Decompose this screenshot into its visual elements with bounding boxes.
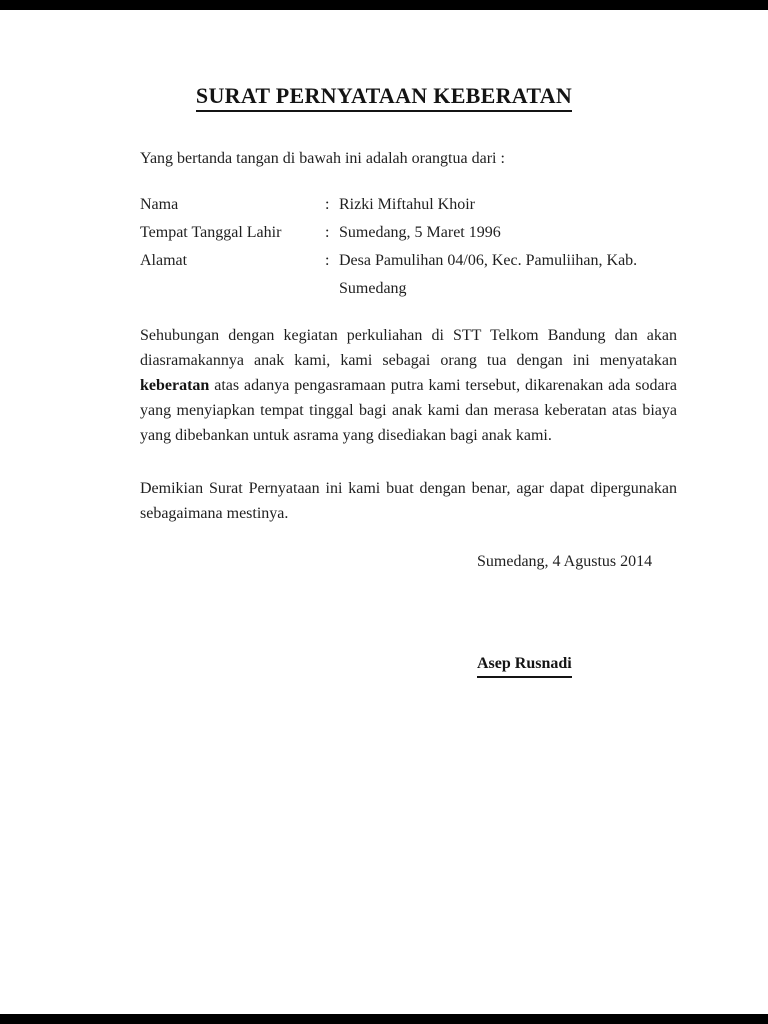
field-row-alamat [140, 247, 677, 303]
field-label: Tempat Tanggal Lahir [140, 224, 282, 241]
document-title: SURAT PERNYATAAN KEBERATAN [196, 83, 572, 112]
field-label: Alamat [140, 252, 188, 269]
body-paragraph-closing [140, 476, 677, 526]
field-row-tempat-tanggal-lahir [140, 219, 677, 247]
paragraph-line: yang menyiapkan tempat tinggal bagi anak kami dan merasa keberatan atas biaya [140, 402, 677, 419]
paragraph-line: Sehubungan dengan kegiatan perkuliahan di STT Telkom Bandung dan akan [140, 327, 677, 344]
paragraph-line: sebagaimana mestinya. [140, 505, 289, 522]
signature-name: Asep Rusnadi [477, 651, 572, 678]
body-paragraph-statement [140, 323, 677, 448]
field-value: Rizki Miftahul Khoir [339, 196, 475, 213]
intro-line: Yang bertanda tangan di bawah ini adalah orangtua dari : [140, 150, 505, 167]
paragraph-line: yang dibebankan untuk asrama yang disediakan bagi anak kami. [140, 427, 552, 444]
identity-fields [140, 191, 677, 303]
paragraph-line: Demikian Surat Pernyataan ini kami buat dengan benar, agar dapat dipergunakan [140, 480, 677, 497]
title-row [0, 83, 768, 112]
field-value: Sumedang, 5 Maret 1996 [339, 224, 501, 241]
paragraph-line: keberatan atas adanya pengasramaan putra kami tersebut, dikarenakan ada sodara [140, 377, 677, 394]
letterbox-bottom-bar [0, 1014, 768, 1024]
signature-area [477, 651, 572, 678]
date-line: Sumedang, 4 Agustus 2014 [477, 553, 653, 570]
field-separator: : [325, 252, 330, 269]
field-row-nama [140, 191, 677, 219]
field-separator: : [325, 196, 330, 213]
field-value: Desa Pamulihan 04/06, Kec. Pamuliihan, Kab. Sumedang [339, 252, 638, 297]
letterbox-top-bar [0, 0, 768, 10]
field-separator: : [325, 224, 330, 241]
paragraph-line: diasramakannya anak kami, kami sebagai orang tua dengan ini menyatakan [140, 352, 677, 369]
field-label: Nama [140, 196, 179, 213]
